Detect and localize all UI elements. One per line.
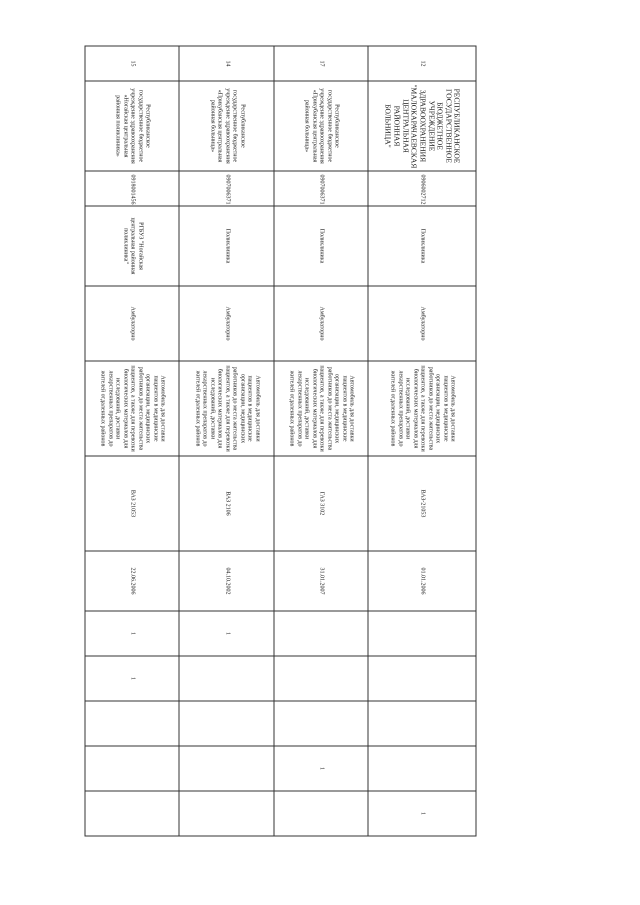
acquisition-date: 01.01.2006 bbox=[368, 551, 476, 611]
organization-name: Республиканское государственное бюджетное учреждение здравоохранения «Прикубанская центральная районная больница» bbox=[274, 81, 368, 171]
facility-type: РГБУЗ "Ногайская центральная районная поликлиника" bbox=[85, 206, 179, 286]
acquisition-date: 31.01.2007 bbox=[274, 551, 368, 611]
row-number: 12 bbox=[368, 46, 476, 81]
col-12: 1 bbox=[274, 746, 368, 791]
col-10: 1 bbox=[85, 656, 179, 701]
col-9: 1 bbox=[85, 611, 179, 656]
col-11 bbox=[274, 701, 368, 746]
acquisition-date: 04.10.2002 bbox=[179, 551, 273, 611]
col-12 bbox=[179, 746, 273, 791]
col-11 bbox=[85, 701, 179, 746]
vehicle-purpose: Автомобиль для доставки пациентов в медицинские организации, медицинских работников до места жительства пациентов, а также для перевозки биологических материалов для исследований, доставки лекарственных препаратов до жителей отдаленных районов bbox=[274, 361, 368, 456]
col-9: 1 bbox=[179, 611, 273, 656]
org-code: 0907006371 bbox=[179, 171, 273, 206]
acquisition-date: 22.06.2006 bbox=[85, 551, 179, 611]
care-mode: Амбулаторно bbox=[85, 286, 179, 361]
table-row bbox=[85, 46, 179, 836]
col-12 bbox=[368, 746, 476, 791]
vehicle-model: ГАЗ 3102 bbox=[274, 456, 368, 551]
table-row bbox=[368, 46, 476, 836]
col-10 bbox=[274, 656, 368, 701]
col-10 bbox=[368, 656, 476, 701]
table-row bbox=[274, 46, 368, 836]
facility-type: Поликлиника bbox=[274, 206, 368, 286]
col-13 bbox=[274, 791, 368, 836]
vehicle-purpose: Автомобиль для доставки пациентов в медицинские организации, медицинских работников до места жительства пациентов, а также для перевозки биологических материалов для исследований, доставки лекарственных препаратов до жителей отдаленных районов bbox=[179, 361, 273, 456]
row-number: 14 bbox=[179, 46, 273, 81]
col-13 bbox=[85, 791, 179, 836]
org-code: 0907006371 bbox=[274, 171, 368, 206]
col-12 bbox=[85, 746, 179, 791]
vehicle-model: ВАЗ 21053 bbox=[85, 456, 179, 551]
organization-name: Республиканское государственное бюджетное учреждение здравоохранения «Прикубанская центральная районная больница» bbox=[179, 81, 273, 171]
care-mode: Амбулаторно bbox=[368, 286, 476, 361]
vehicle-table bbox=[85, 46, 477, 837]
row-number: 15 bbox=[85, 46, 179, 81]
col-9 bbox=[368, 611, 476, 656]
col-9 bbox=[274, 611, 368, 656]
vehicle-purpose: Автомобиль для доставки пациентов в медицинские организации, медицинских работников до места жительства пациентов, а также для перевозки биологических материалов для исследований, доставки лекарственных препаратов до жителей отдаленных районов bbox=[85, 361, 179, 456]
vehicle-model: ВАЗ-21053 bbox=[368, 456, 476, 551]
col-11 bbox=[179, 701, 273, 746]
col-11 bbox=[368, 701, 476, 746]
facility-type: Поликлиника bbox=[368, 206, 476, 286]
organization-name: РЕСПУБЛИКАНСКОЕ ГОСУДАРСТВЕННОЕ БЮДЖЕТНОЕ УЧРЕЖДЕНИЕ ЗДРАВООХРАНЕНИЯ "МАЛОКАРАЧАЕВСКАЯ ЦЕНТРАЛЬНАЯ РАЙОННАЯ БОЛЬНИЦА" bbox=[368, 81, 476, 171]
col-13 bbox=[179, 791, 273, 836]
col-13: 1 bbox=[368, 791, 476, 836]
vehicle-model: ВАЗ 2106 bbox=[179, 456, 273, 551]
table-row bbox=[179, 46, 273, 836]
organization-name: Республиканское государственное бюджетное учреждение здравоохранения «Ногайская центральная районная поликлиника» bbox=[85, 81, 179, 171]
org-code: 0918001456 bbox=[85, 171, 179, 206]
row-number: 17 bbox=[274, 46, 368, 81]
org-code: 0906002712 bbox=[368, 171, 476, 206]
care-mode: Амбулаторно bbox=[179, 286, 273, 361]
facility-type: Поликлиника bbox=[179, 206, 273, 286]
vehicle-purpose: Автомобиль для доставки пациентов в медицинские организации, медицинских работников до места жительства пациентов, а также для перевозки биологических материалов для исследований, доставки лекарственных препаратов до жителей отдаленных районов bbox=[368, 361, 476, 456]
col-10 bbox=[179, 656, 273, 701]
care-mode: Амбулаторно bbox=[274, 286, 368, 361]
